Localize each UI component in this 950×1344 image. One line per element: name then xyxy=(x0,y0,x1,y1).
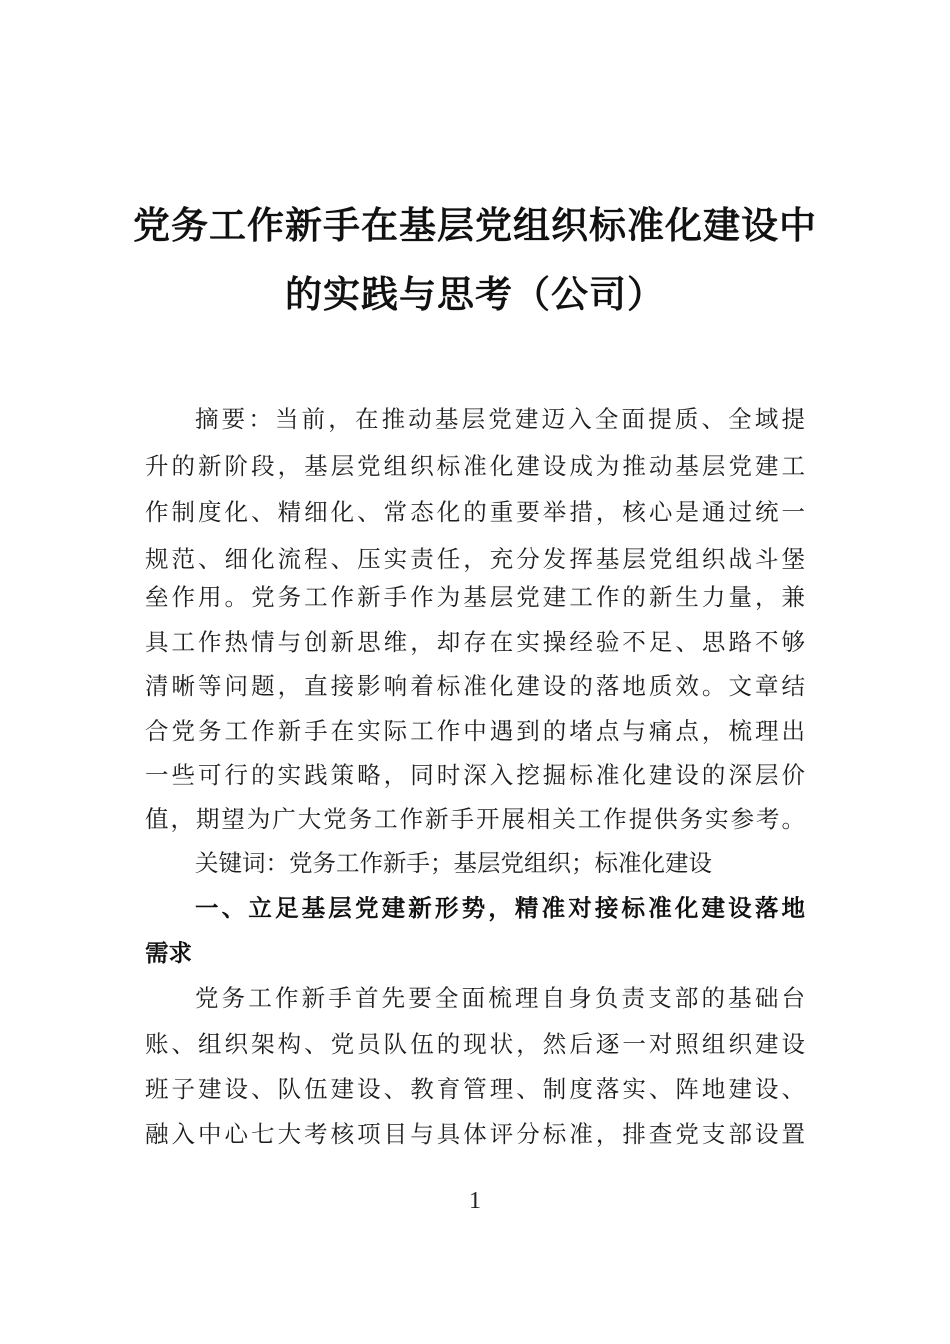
abstract-line: 合党务工作新手在实际工作中遇到的堵点与痛点，梳理出 xyxy=(145,717,805,745)
body-line: 党务工作新手首先要全面梳理自身负责支部的基础台 xyxy=(195,984,805,1012)
body-line: 融入中心七大考核项目与具体评分标准，排查党支部设置 xyxy=(145,1120,805,1148)
section-heading-line: 一、立足基层党建新形势，精准对接标准化建设落地 xyxy=(195,894,805,922)
abstract-line: 垒作用。党务工作新手作为基层党建工作的新生力量，兼 xyxy=(145,583,805,611)
page-number: 1 xyxy=(469,1188,481,1214)
abstract-line: 值，期望为广大党务工作新手开展相关工作提供务实参考。 xyxy=(145,805,805,833)
document-title-line-1: 党务工作新手在基层党组织标准化建设中 xyxy=(133,204,817,247)
abstract-line: 升的新阶段，基层党组织标准化建设成为推动基层党建工 xyxy=(145,452,805,480)
body-line: 班子建设、队伍建设、教育管理、制度落实、阵地建设、 xyxy=(145,1075,805,1103)
section-heading-line: 需求 xyxy=(145,939,192,967)
document-title-line-2: 的实践与思考（公司） xyxy=(285,273,665,316)
abstract-line: 清晰等问题，直接影响着标准化建设的落地质效。文章结 xyxy=(145,672,805,700)
abstract-line: 摘要：当前，在推动基层党建迈入全面提质、全域提 xyxy=(195,405,805,433)
abstract-line: 规范、细化流程、压实责任，充分发挥基层党组织战斗堡 xyxy=(145,545,805,573)
abstract-line: 具工作热情与创新思维，却存在实操经验不足、思路不够 xyxy=(145,628,805,656)
abstract-line: 作制度化、精细化、常态化的重要举措，核心是通过统一 xyxy=(145,498,805,526)
keywords: 关键词：党务工作新手；基层党组织；标准化建设 xyxy=(195,849,712,877)
body-line: 账、组织架构、党员队伍的现状，然后逐一对照组织建设 xyxy=(145,1030,805,1058)
abstract-line: 一些可行的实践策略，同时深入挖掘标准化建设的深层价 xyxy=(145,761,805,789)
